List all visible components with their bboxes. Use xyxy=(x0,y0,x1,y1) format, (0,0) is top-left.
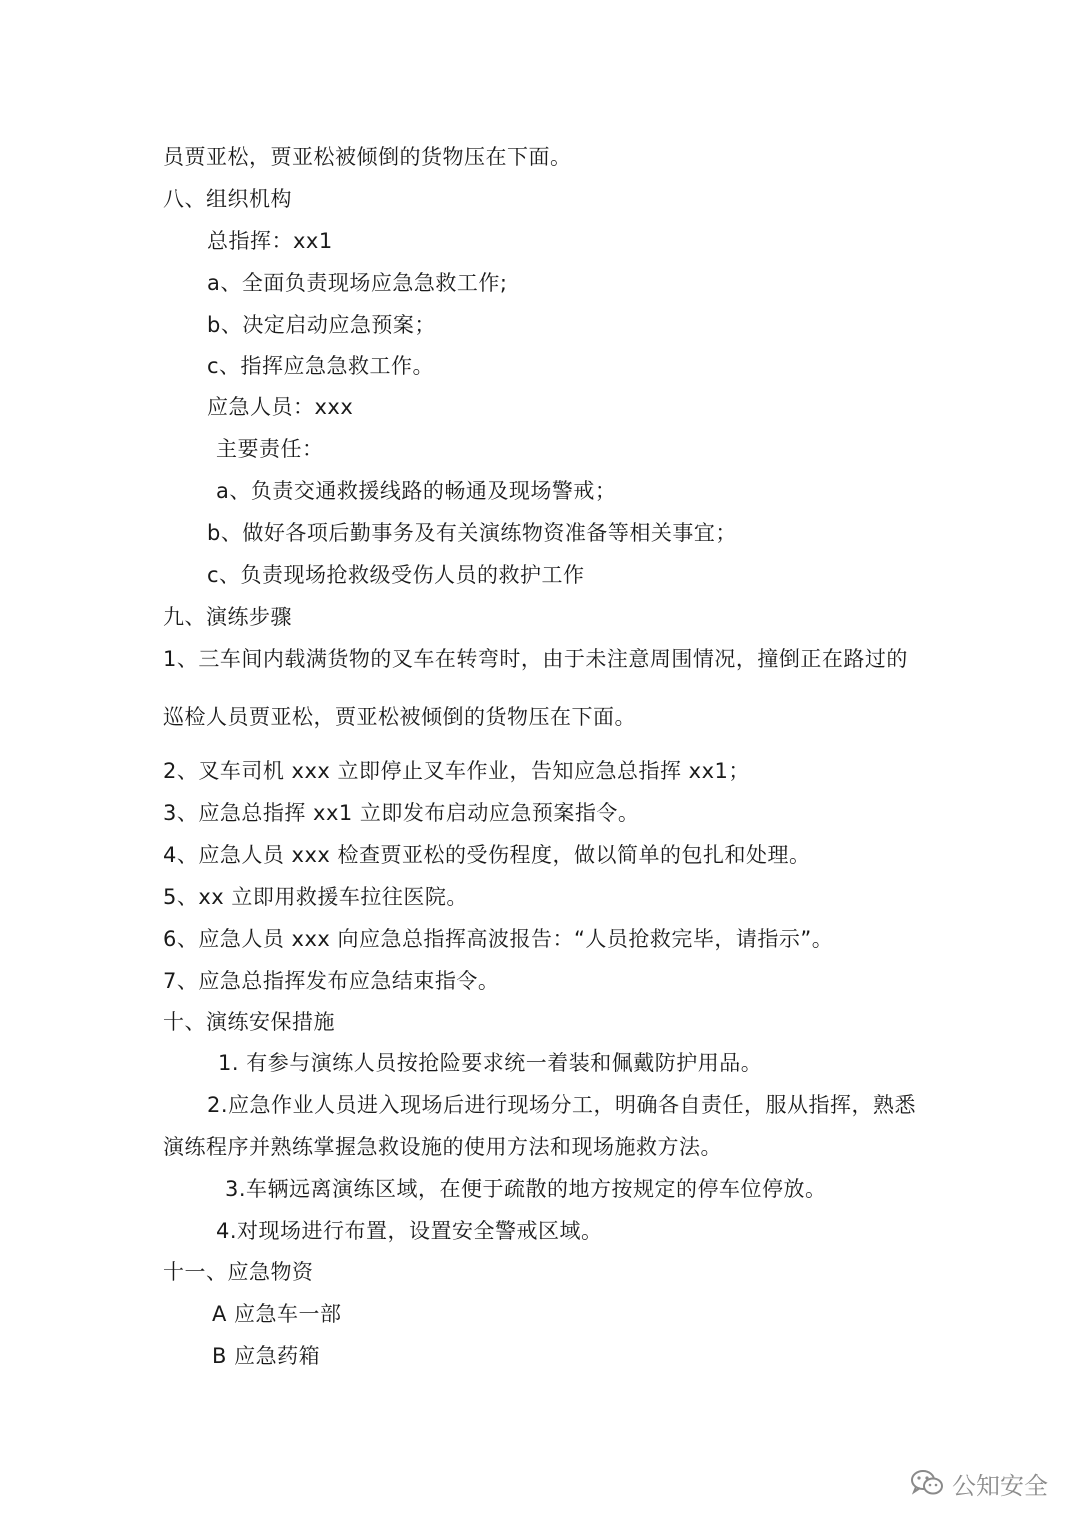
text-line: 2.应急作业人员进入现场后进行现场分工，明确各自责任，服从指挥，熟悉 xyxy=(207,1093,917,1117)
text-line: 2、叉车司机 xxx 立即停止叉车作业，告知应急总指挥 xx1； xyxy=(163,759,750,783)
text-line: c、指挥应急急救工作。 xyxy=(207,354,435,378)
text-line: c、负责现场抢救级受伤人员的救护工作 xyxy=(207,563,585,587)
wechat-icon xyxy=(910,1469,944,1505)
text-line: 巡检人员贾亚松，贾亚松被倾倒的货物压在下面。 xyxy=(163,705,636,729)
text-line: a、负责交通救援线路的畅通及现场警戒； xyxy=(216,479,617,503)
text-line: 5、xx 立即用救援车拉往医院。 xyxy=(163,885,468,909)
text-line: 1. 有参与演练人员按抢险要求统一着装和佩戴防护用品。 xyxy=(218,1051,763,1075)
text-line: b、决定启动应急预案； xyxy=(207,313,436,337)
text-line: B 应急药箱 xyxy=(212,1344,321,1368)
text-line: 3.车辆远离演练区域，在便于疏散的地方按规定的停车位停放。 xyxy=(225,1177,827,1201)
section-heading: 八、组织机构 xyxy=(163,187,292,211)
text-line: 4.对现场进行布置，设置安全警戒区域。 xyxy=(216,1219,603,1243)
text-line: 3、应急总指挥 xx1 立即发布启动应急预案指令。 xyxy=(163,801,640,825)
text-line: a、全面负责现场应急急救工作; xyxy=(207,271,508,295)
text-line: 员贾亚松，贾亚松被倾倒的货物压在下面。 xyxy=(163,145,572,169)
section-heading: 十、演练安保措施 xyxy=(163,1010,335,1034)
text-line: 演练程序并熟练掌握急救设施的使用方法和现场施救方法。 xyxy=(163,1135,722,1159)
text-line: 总指挥：xx1 xyxy=(207,229,333,253)
text-line: 1、三车间内载满货物的叉车在转弯时，由于未注意周围情况，撞倒正在路过的 xyxy=(163,647,908,671)
text-line: 6、应急人员 xxx 向应急总指挥高波报告：“人员抢救完毕，请指示”。 xyxy=(163,927,834,951)
text-line: A 应急车一部 xyxy=(212,1302,342,1326)
section-heading: 九、演练步骤 xyxy=(163,605,292,629)
text-line: 应急人员：xxx xyxy=(207,395,354,419)
text-line: b、做好各项后勤事务及有关演练物资准备等相关事宜； xyxy=(207,521,737,545)
section-heading: 十一、应急物资 xyxy=(163,1260,314,1284)
text-line: 主要责任： xyxy=(216,437,324,461)
watermark xyxy=(910,1469,1048,1505)
text-line: 4、应急人员 xxx 检查贾亚松的受伤程度，做以简单的包扎和处理。 xyxy=(163,843,811,867)
text-line: 7、应急总指挥发布应急结束指令。 xyxy=(163,969,500,993)
watermark-text: 公知安全 xyxy=(952,1473,1048,1500)
